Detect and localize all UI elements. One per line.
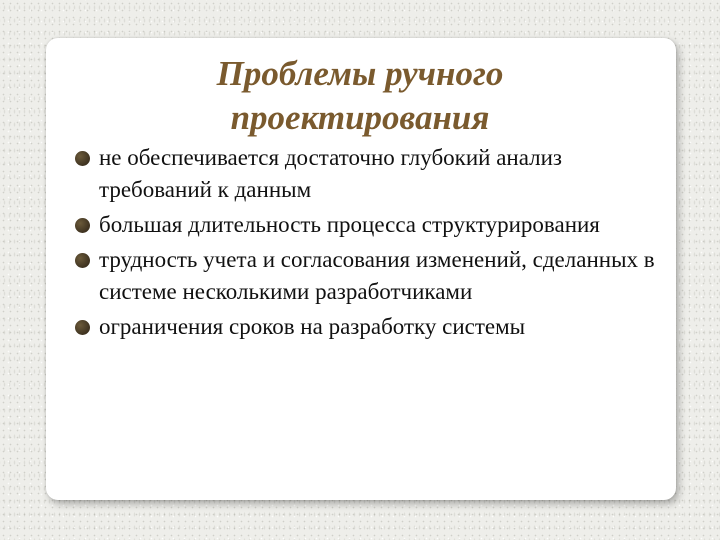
- bullet-text: большая длительность процесса структурирования: [99, 212, 600, 237]
- bullet-text: трудность учета и согласования изменений, сделанных в системе несколькими разработчиками: [99, 247, 655, 304]
- slide-title: [150, 52, 570, 140]
- slide-title-line-2: проектирования: [230, 98, 490, 137]
- bullet-item: [74, 244, 664, 308]
- bullet-dot-icon: [75, 320, 90, 335]
- bullet-text: ограничения сроков на разработку системы: [99, 314, 526, 339]
- bullet-item: [74, 311, 664, 343]
- bullet-list: [74, 142, 664, 346]
- bullet-item: [74, 209, 664, 241]
- bullet-dot-icon: [75, 151, 90, 166]
- bullet-dot-icon: [75, 253, 90, 268]
- bullet-item: [74, 142, 664, 206]
- bullet-dot-icon: [75, 218, 90, 233]
- bullet-text: не обеспечивается достаточно глубокий анализ требований к данным: [99, 145, 563, 202]
- slide-title-line-1: Проблемы ручного: [216, 54, 504, 93]
